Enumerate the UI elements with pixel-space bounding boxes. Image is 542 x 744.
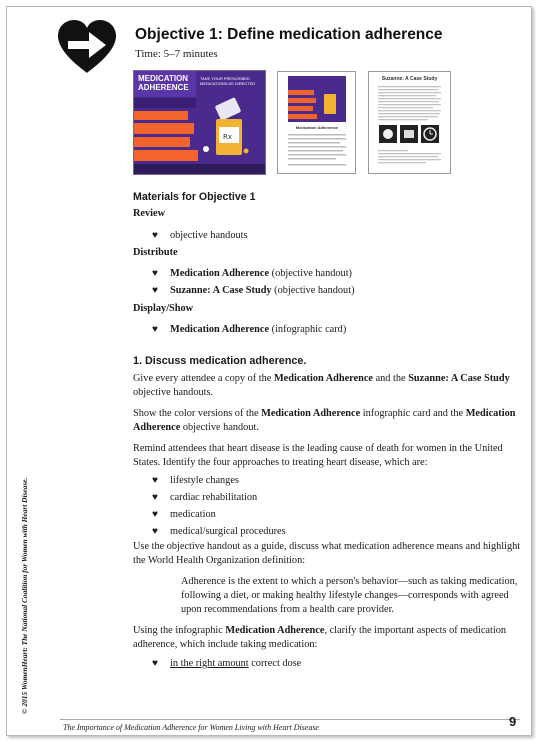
list-item: ♥ cardiac rehabilitation (152, 492, 258, 503)
page-number: 9 (509, 714, 517, 729)
copyright-sidebar: © 2015 WomenHeart: The National Coalition for Women with Heart Disease. (20, 477, 29, 714)
objective-time: Time: 5–7 minutes (135, 48, 218, 60)
case-study-title: Suzanne: A Case Study (381, 76, 438, 82)
distribute-label: Distribute (133, 247, 178, 258)
paragraph: Remind attendees that heart disease is the leading cause of death for women in the United States. Identify the four approaches to treating heart disease, which are: (133, 443, 503, 468)
handout-thumbnail (277, 71, 356, 174)
definition-quote: Adherence is the extent to which a person's behavior—such as taking medication, following a diet, or making healthy lifestyle changes—corresponds with agreed upon recommendations from a health care provider. (181, 576, 518, 615)
paragraph: Give every attendee a copy of the Medication Adherence and the Suzanne: A Case Study objective handouts. (133, 373, 510, 398)
review-label: Review (133, 208, 166, 219)
heart-bullet-icon: ♥ (152, 509, 158, 520)
list-item: ♥ medication (152, 509, 216, 520)
case-study-thumbnail (368, 71, 451, 174)
heart-bullet-icon: ♥ (152, 268, 158, 279)
heart-bullet-icon: ♥ (152, 230, 158, 241)
list-item: ♥ Suzanne: A Case Study (objective handout) (152, 285, 355, 296)
heart-bullet-icon: ♥ (152, 492, 158, 503)
infographic-thumbnail (133, 70, 266, 175)
section-title: 1. Discuss medication adherence. (133, 355, 307, 367)
heart-bullet-icon: ♥ (152, 285, 158, 296)
footer-title: The Importance of Medication Adherence for Women Living with Heart Disease (63, 723, 320, 732)
list-item: ♥ objective handouts (152, 230, 248, 241)
list-item: ♥ medical/surgical procedures (152, 526, 286, 537)
display-label: Display/Show (133, 303, 194, 314)
list-item: ♥ Medication Adherence (objective handout) (152, 268, 352, 279)
paragraph: Use the objective handout as a guide, discuss what medication adherence means and highlight the World Health Organization definition: (133, 541, 521, 566)
heart-bullet-icon: ♥ (152, 475, 158, 486)
list-item: ♥ lifestyle changes (152, 475, 239, 486)
list-item: ♥ Medication Adherence (infographic card) (152, 324, 347, 335)
paragraph: Using the infographic Medication Adherence, clarify the important aspects of medication adherence, which include taking medication: (133, 625, 507, 650)
heart-bullet-icon: ♥ (152, 526, 158, 537)
materials-heading: Materials for Objective 1 (133, 191, 256, 203)
footer-divider (60, 719, 520, 720)
main-content (133, 190, 525, 671)
heart-arrow-icon (56, 19, 118, 75)
objective-title: Objective 1: Define medication adherence (135, 26, 443, 43)
infographic-heading: MEDICATION ADHERENCE (138, 74, 189, 92)
heart-bullet-icon: ♥ (152, 324, 158, 335)
handout-title: Medication Adherence (295, 125, 339, 130)
document-page (6, 6, 532, 736)
heart-bullet-icon: ♥ (152, 658, 158, 669)
infographic-tagline: TAKE YOUR PRESCRIBED MEDICATIONS AS DIRECTED (200, 76, 256, 86)
svg-text:Rx: Rx (223, 133, 233, 141)
paragraph: Show the color versions of the Medication Adherence infographic card and the Medication Adherence objective handout. (133, 408, 516, 433)
list-item: ♥ in the right amount correct dose (152, 658, 302, 669)
